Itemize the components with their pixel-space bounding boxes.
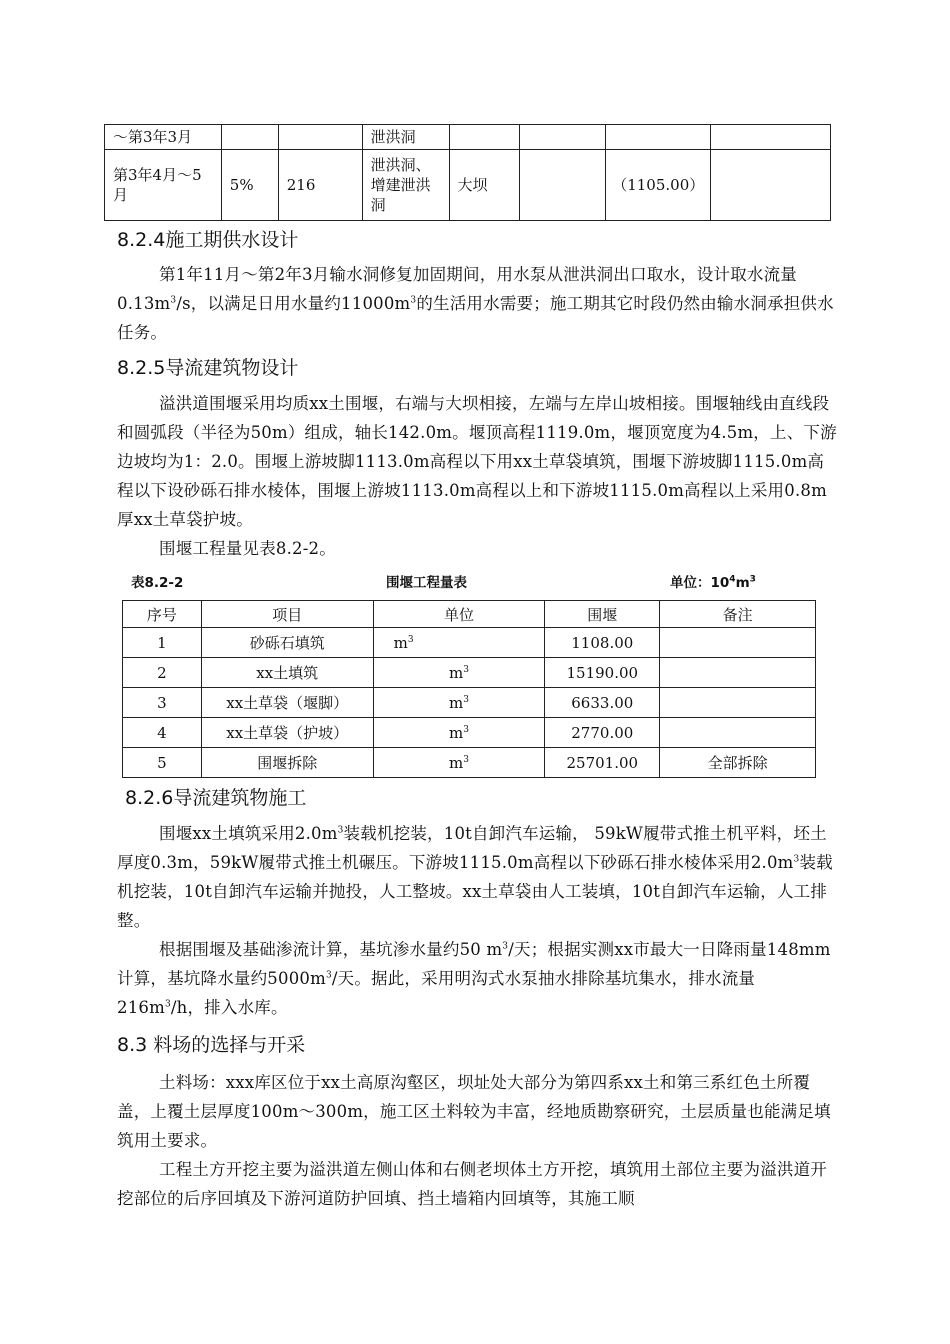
cofferdam-quantity-table bbox=[122, 600, 816, 778]
table-cell bbox=[660, 658, 816, 688]
section-heading-8-2-6: 8.2.6导流建筑物施工 bbox=[125, 787, 307, 809]
table-caption-number: 表8.2-2 bbox=[131, 575, 184, 591]
diversion-schedule-table bbox=[104, 124, 831, 221]
table-header-cell: 序号 bbox=[123, 601, 202, 628]
table-cell bbox=[373, 658, 545, 688]
paragraph: 工程土方开挖主要为溢洪道左侧山体和右侧老坝体土方开挖，填筑用土部位主要为溢洪道开挖部位的后序回填及下游河道防护回填、挡土墙箱内回填等，其施工顺 bbox=[117, 1160, 827, 1208]
table-header-row bbox=[123, 601, 816, 628]
table-cell: 砂砾石填筑 bbox=[201, 628, 373, 658]
paragraph bbox=[117, 935, 839, 1022]
superscript: 3 bbox=[407, 634, 414, 645]
paragraph bbox=[117, 819, 839, 935]
paragraph: 围堰工程量见表8.2-2。 bbox=[159, 539, 336, 558]
paragraph: 土料场：xxx库区位于xx土高原沟壑区，坝址处大部分为第四系xx土和第三系红色土所覆盖，上覆土层厚度100m～300m，施工区土料较为丰富，经地质勘察研究，土层质量也能满足填筑用土要求。 bbox=[117, 1073, 831, 1150]
table-cell bbox=[660, 628, 816, 658]
table-cell: （1105.00） bbox=[606, 150, 711, 221]
table-cell: 泄洪洞、增建泄洪洞 bbox=[362, 150, 449, 221]
text-run: 的生活用水需要；施工期其它时段仍然由输水洞承担供水任务。 bbox=[117, 294, 834, 342]
table-cell: 围堰拆除 bbox=[201, 748, 373, 778]
table-row bbox=[123, 688, 816, 718]
table-header-cell: 围堰 bbox=[545, 601, 660, 628]
table-cell: 4 bbox=[123, 718, 202, 748]
section-body-8-2-5 bbox=[117, 389, 839, 563]
table-row bbox=[123, 628, 816, 658]
text-run: 根据围堰及基础渗流计算，基坑渗水量约50 m bbox=[159, 940, 503, 959]
text-run: /天；根据实测xx市最大一日降雨量148mm计算，基坑降水量约5000m bbox=[117, 940, 831, 988]
superscript: 3 bbox=[502, 941, 509, 952]
table-cell: 15190.00 bbox=[545, 658, 660, 688]
text-run: 单位：10 bbox=[670, 575, 730, 591]
table-header-cell: 项目 bbox=[201, 601, 373, 628]
superscript: 4 bbox=[729, 574, 736, 585]
superscript: 3 bbox=[463, 754, 469, 765]
table-cell bbox=[711, 125, 831, 150]
table-cell bbox=[520, 150, 606, 221]
section-heading-8-2-4: 8.2.4施工期供水设计 bbox=[117, 229, 299, 251]
table-cell: 1108.00 bbox=[545, 628, 660, 658]
table-cell bbox=[520, 125, 606, 150]
paragraph: 溢洪道围堰采用均质xx土围堰，右端与大坝相接，左端与左岸山坡相接。围堰轴线由直线段和圆弧段（半径为50m）组成，轴长142.0m。堰顶高程1119.0m，堰顶宽度为4.5m，上、下游边坡均为1：2.0。围堰上游坡脚1113.0m高程以下用xx土草袋填筑，围堰下游坡脚1115.0m高程以下设砂砾石排水棱体，围堰上游坡1113.0m高程以上和下游坡1115.0m高程以上采用0.8m厚xx土草袋护坡。 bbox=[117, 394, 837, 529]
text-run: /h，排入水库。 bbox=[170, 998, 288, 1017]
text-run: 第1年11月～第2年3月输水洞修复加固期间，用水泵从泄洪洞出口取水，设计取水流量0.13m bbox=[117, 265, 797, 313]
table-cell bbox=[606, 125, 711, 150]
text-run: m bbox=[448, 723, 464, 742]
table-caption-unit bbox=[670, 571, 756, 591]
table-caption-title: 围堰工程量表 bbox=[386, 575, 467, 591]
superscript: 3 bbox=[325, 970, 332, 981]
table-cell bbox=[660, 688, 816, 718]
table-cell bbox=[660, 718, 816, 748]
superscript: 3 bbox=[463, 724, 469, 735]
table-cell: 5 bbox=[123, 748, 202, 778]
table-row bbox=[123, 718, 816, 748]
table-cell: 2 bbox=[123, 658, 202, 688]
table-cell: 25701.00 bbox=[545, 748, 660, 778]
table-cell: xx土填筑 bbox=[201, 658, 373, 688]
superscript: 3 bbox=[463, 694, 469, 705]
section-body-8-2-4 bbox=[117, 260, 839, 347]
table-cell bbox=[449, 125, 520, 150]
table-cell bbox=[711, 150, 831, 221]
paragraph bbox=[117, 260, 839, 347]
text-run: m bbox=[735, 575, 750, 591]
table-cell bbox=[221, 125, 278, 150]
table-cell bbox=[373, 718, 545, 748]
text-run: m bbox=[448, 663, 464, 682]
text-run: /s，以满足日用水量约11000m bbox=[176, 294, 411, 313]
table-cell: 5% bbox=[221, 150, 278, 221]
table-cell: 2770.00 bbox=[545, 718, 660, 748]
text-run: m bbox=[448, 693, 464, 712]
table-row bbox=[123, 748, 816, 778]
table-cell bbox=[373, 748, 545, 778]
table-cell: 1 bbox=[123, 628, 202, 658]
table-cell: 216 bbox=[278, 150, 362, 221]
table-cell: xx土草袋（护坡） bbox=[201, 718, 373, 748]
text-run: /天。据此，采用明沟式水泵抽水排除基坑集水，排水流量216m bbox=[117, 969, 756, 1017]
table-cell: xx土草袋（堰脚） bbox=[201, 688, 373, 718]
table-cell bbox=[373, 688, 545, 718]
table-cell: 6633.00 bbox=[545, 688, 660, 718]
text-run: m bbox=[448, 753, 464, 772]
superscript: 3 bbox=[164, 999, 171, 1010]
table-cell bbox=[278, 125, 362, 150]
section-heading-8-3: 8.3 料场的选择与开采 bbox=[117, 1034, 306, 1056]
text-run: 装载机挖装，10t自卸汽车运输， 59kW履带式推土机平料，坯土厚度0.3m，59kW履带式推土机碾压。下游坡1115.0m高程以下砂砾石排水棱体采用2.0m bbox=[117, 824, 827, 872]
table-row bbox=[105, 125, 831, 150]
table-cell bbox=[373, 628, 545, 658]
section-heading-8-2-5: 8.2.5导流建筑物设计 bbox=[117, 357, 299, 379]
table-row bbox=[105, 150, 831, 221]
table-row bbox=[123, 658, 816, 688]
superscript: 3 bbox=[793, 854, 800, 865]
section-body-8-3 bbox=[117, 1068, 839, 1213]
superscript: 3 bbox=[749, 574, 756, 585]
table-cell: 3 bbox=[123, 688, 202, 718]
table-header-cell: 单位 bbox=[373, 601, 545, 628]
text-run: 围堰xx土填筑采用2.0m bbox=[159, 824, 338, 843]
superscript: 3 bbox=[410, 295, 417, 306]
superscript: 3 bbox=[170, 295, 177, 306]
superscript: 3 bbox=[463, 664, 469, 675]
table-cell: 第3年4月～5月 bbox=[105, 150, 222, 221]
table-cell: ～第3年3月 bbox=[105, 125, 222, 150]
text-run: 装载机挖装，10t自卸汽车运输并抛投，人工整坡。xx土草袋由人工装填，10t自卸汽车运输，人工排整。 bbox=[117, 853, 833, 930]
superscript: 3 bbox=[337, 825, 344, 836]
table-header-cell: 备注 bbox=[660, 601, 816, 628]
table-cell: 全部拆除 bbox=[660, 748, 816, 778]
section-body-8-2-6 bbox=[117, 819, 839, 1022]
table-cell: 泄洪洞 bbox=[362, 125, 449, 150]
table-cell: 大坝 bbox=[449, 150, 520, 221]
text-run: m bbox=[393, 633, 408, 652]
